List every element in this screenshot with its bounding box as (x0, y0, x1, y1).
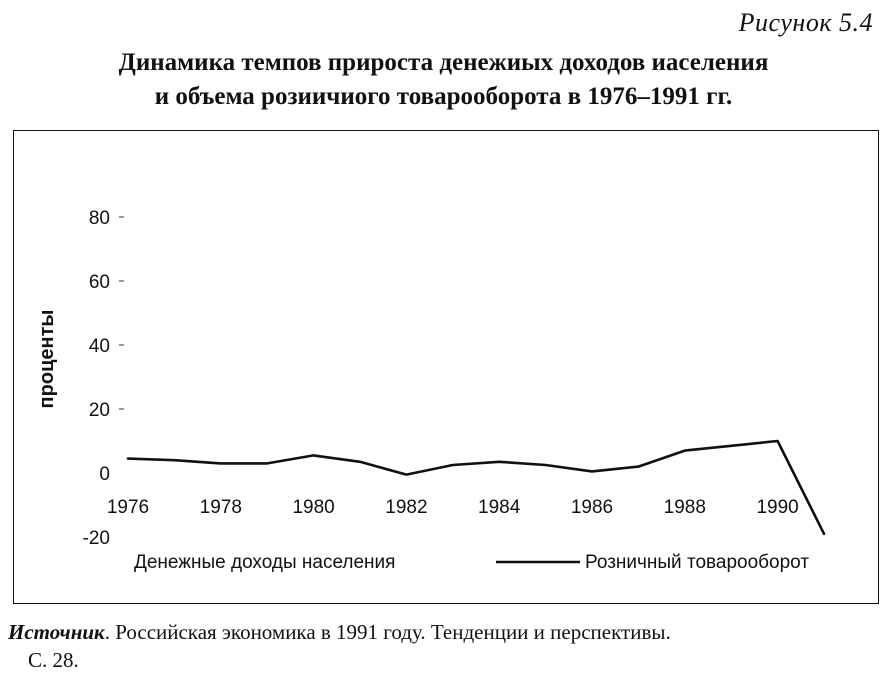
y-tick-label: -20 (82, 528, 110, 549)
x-tick-label: 1976 (106, 497, 150, 518)
figure-label: Рисунок 5.4 (738, 8, 873, 37)
x-tick-label: 1982 (385, 497, 428, 518)
y-tick-label: 60 (88, 272, 110, 293)
y-tick-label: 0 (99, 464, 110, 485)
x-tick-label: 1986 (570, 497, 614, 518)
chart-title-line1: Динамика темпов прироста денежиых доходов иаселения (118, 49, 769, 76)
y-tick-label: 80 (88, 208, 110, 229)
y-axis-label: проценты (36, 309, 58, 409)
x-tick-label: 1988 (663, 497, 706, 518)
source-note (8, 618, 870, 674)
source-label: Источник (8, 620, 105, 644)
legend-label-2: Розничный товарооборот (585, 552, 810, 573)
source-text-line1: . Российская экономика в 1991 году. Тенденции и перспективы. (104, 620, 671, 644)
x-tick-label: 1984 (478, 497, 521, 518)
x-tick-label: 1990 (756, 497, 799, 518)
x-tick-label: 1980 (292, 497, 335, 518)
source-text-line2: С. 28. (28, 648, 79, 672)
y-tick-label: 20 (88, 400, 110, 421)
series-line-2 (128, 441, 824, 534)
y-tick-label: 40 (88, 336, 110, 357)
chart-title-line2: и объема розиичиого товарооборота в 1976–1991 гг. (154, 83, 733, 110)
x-tick-label: 1978 (199, 497, 242, 518)
legend-label-1: Денежные доходы населения (134, 552, 396, 573)
line-chart (14, 131, 877, 602)
chart-title (0, 46, 887, 114)
chart-frame (13, 130, 879, 604)
